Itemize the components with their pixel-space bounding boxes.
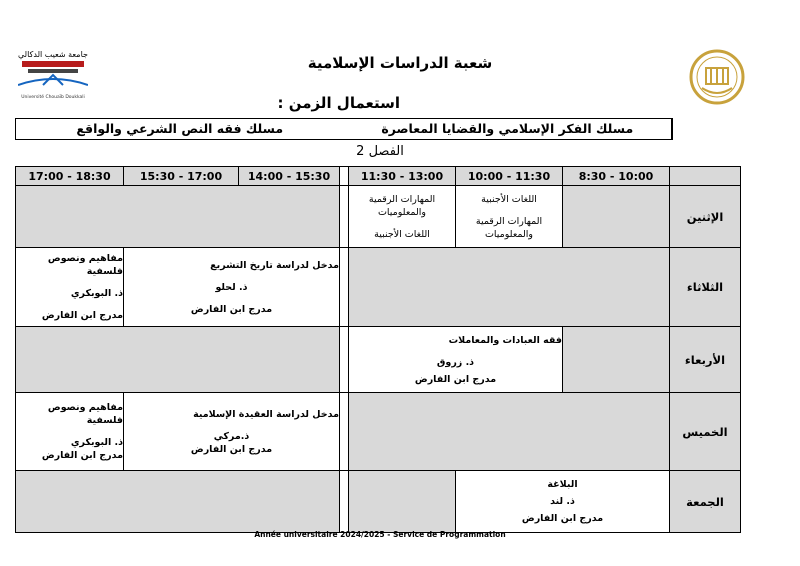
- page-subtitle: استعمال الزمن :: [277, 94, 400, 112]
- timetable: [15, 166, 741, 533]
- schedule-cell-mon-2: اللغات الأجنبية المهارات الرقمية والمعلوميات: [456, 186, 563, 248]
- day-thursday: الخميس: [670, 393, 741, 471]
- semester-label: الفصل 2: [356, 144, 404, 159]
- faculty-seal: [688, 48, 746, 106]
- schedule-cell-thu-left: مدخل لدراسة العقيدة الإسلامية ذ.مركي مدرج ابن الفارض: [124, 393, 340, 471]
- track-right: مسلك الفكر الإسلامي والقضايا المعاصرة: [344, 119, 673, 139]
- empty-slot: [349, 471, 456, 533]
- university-name-ar: جامعة شعيب الدكالي: [18, 50, 88, 59]
- corner-cell: [670, 167, 741, 186]
- empty-slot: [16, 327, 340, 393]
- empty-slot: [563, 327, 670, 393]
- time-slot-2: 10:00 - 11:30: [456, 167, 563, 186]
- day-tuesday: الثلاثاء: [670, 248, 741, 327]
- row-tuesday: [16, 248, 741, 327]
- empty-slot: [349, 393, 670, 471]
- schedule-cell-fri: البلاغة ذ. لند مدرج ابن الفارض: [456, 471, 670, 533]
- day-friday: الجمعة: [670, 471, 741, 533]
- row-wednesday: [16, 327, 741, 393]
- empty-slot: [563, 186, 670, 248]
- day-monday: الإثنين: [670, 186, 741, 248]
- university-emblem-icon: [18, 59, 88, 89]
- empty-slot: [16, 471, 340, 533]
- schedule-cell-mon-3: المهارات الرقمية والمعلوميات اللغات الأجنبية: [349, 186, 456, 248]
- schedule-cell-wed: فقه العبادات والمعاملات ذ. زروق مدرج ابن الفارض: [349, 327, 563, 393]
- day-wednesday: الأربعاء: [670, 327, 741, 393]
- tracks-bar: [15, 118, 673, 140]
- university-name-latin: Université Chouaïb Doukkali: [21, 95, 85, 100]
- footer-note: Année universitaire 2024/2025 - Service de Programmation: [254, 530, 506, 539]
- page-title: شعبة الدراسات الإسلامية: [307, 54, 493, 72]
- empty-slot: [16, 186, 340, 248]
- empty-slot: [349, 248, 670, 327]
- track-left: مسلك فقه النص الشرعي والواقع: [76, 121, 284, 136]
- row-friday: [16, 471, 741, 533]
- time-slot-4: 14:00 - 15:30: [239, 167, 340, 186]
- lunch-gap: [340, 167, 349, 186]
- schedule-cell-tue-right: مفاهيم ونصوص فلسفية ذ. البوبكري مدرج ابن الفارض: [16, 248, 124, 327]
- row-monday: [16, 186, 741, 248]
- time-slot-1: 8:30 - 10:00: [563, 167, 670, 186]
- time-slot-6: 17:00 - 18:30: [16, 167, 124, 186]
- row-thursday: [16, 393, 741, 471]
- time-slot-5: 15:30 - 17:00: [124, 167, 239, 186]
- faculty-seal-icon: [688, 48, 746, 106]
- schedule-cell-tue-left: مدخل لدراسة تاريخ التشريع ذ. لحلو مدرج ابن الفارض: [124, 248, 340, 327]
- time-slot-3: 11:30 - 13:00: [349, 167, 456, 186]
- university-logo: [18, 50, 88, 106]
- schedule-cell-thu-right: مفاهيم ونصوص فلسفية ذ. البوبكري مدرج ابن الفارض: [16, 393, 124, 471]
